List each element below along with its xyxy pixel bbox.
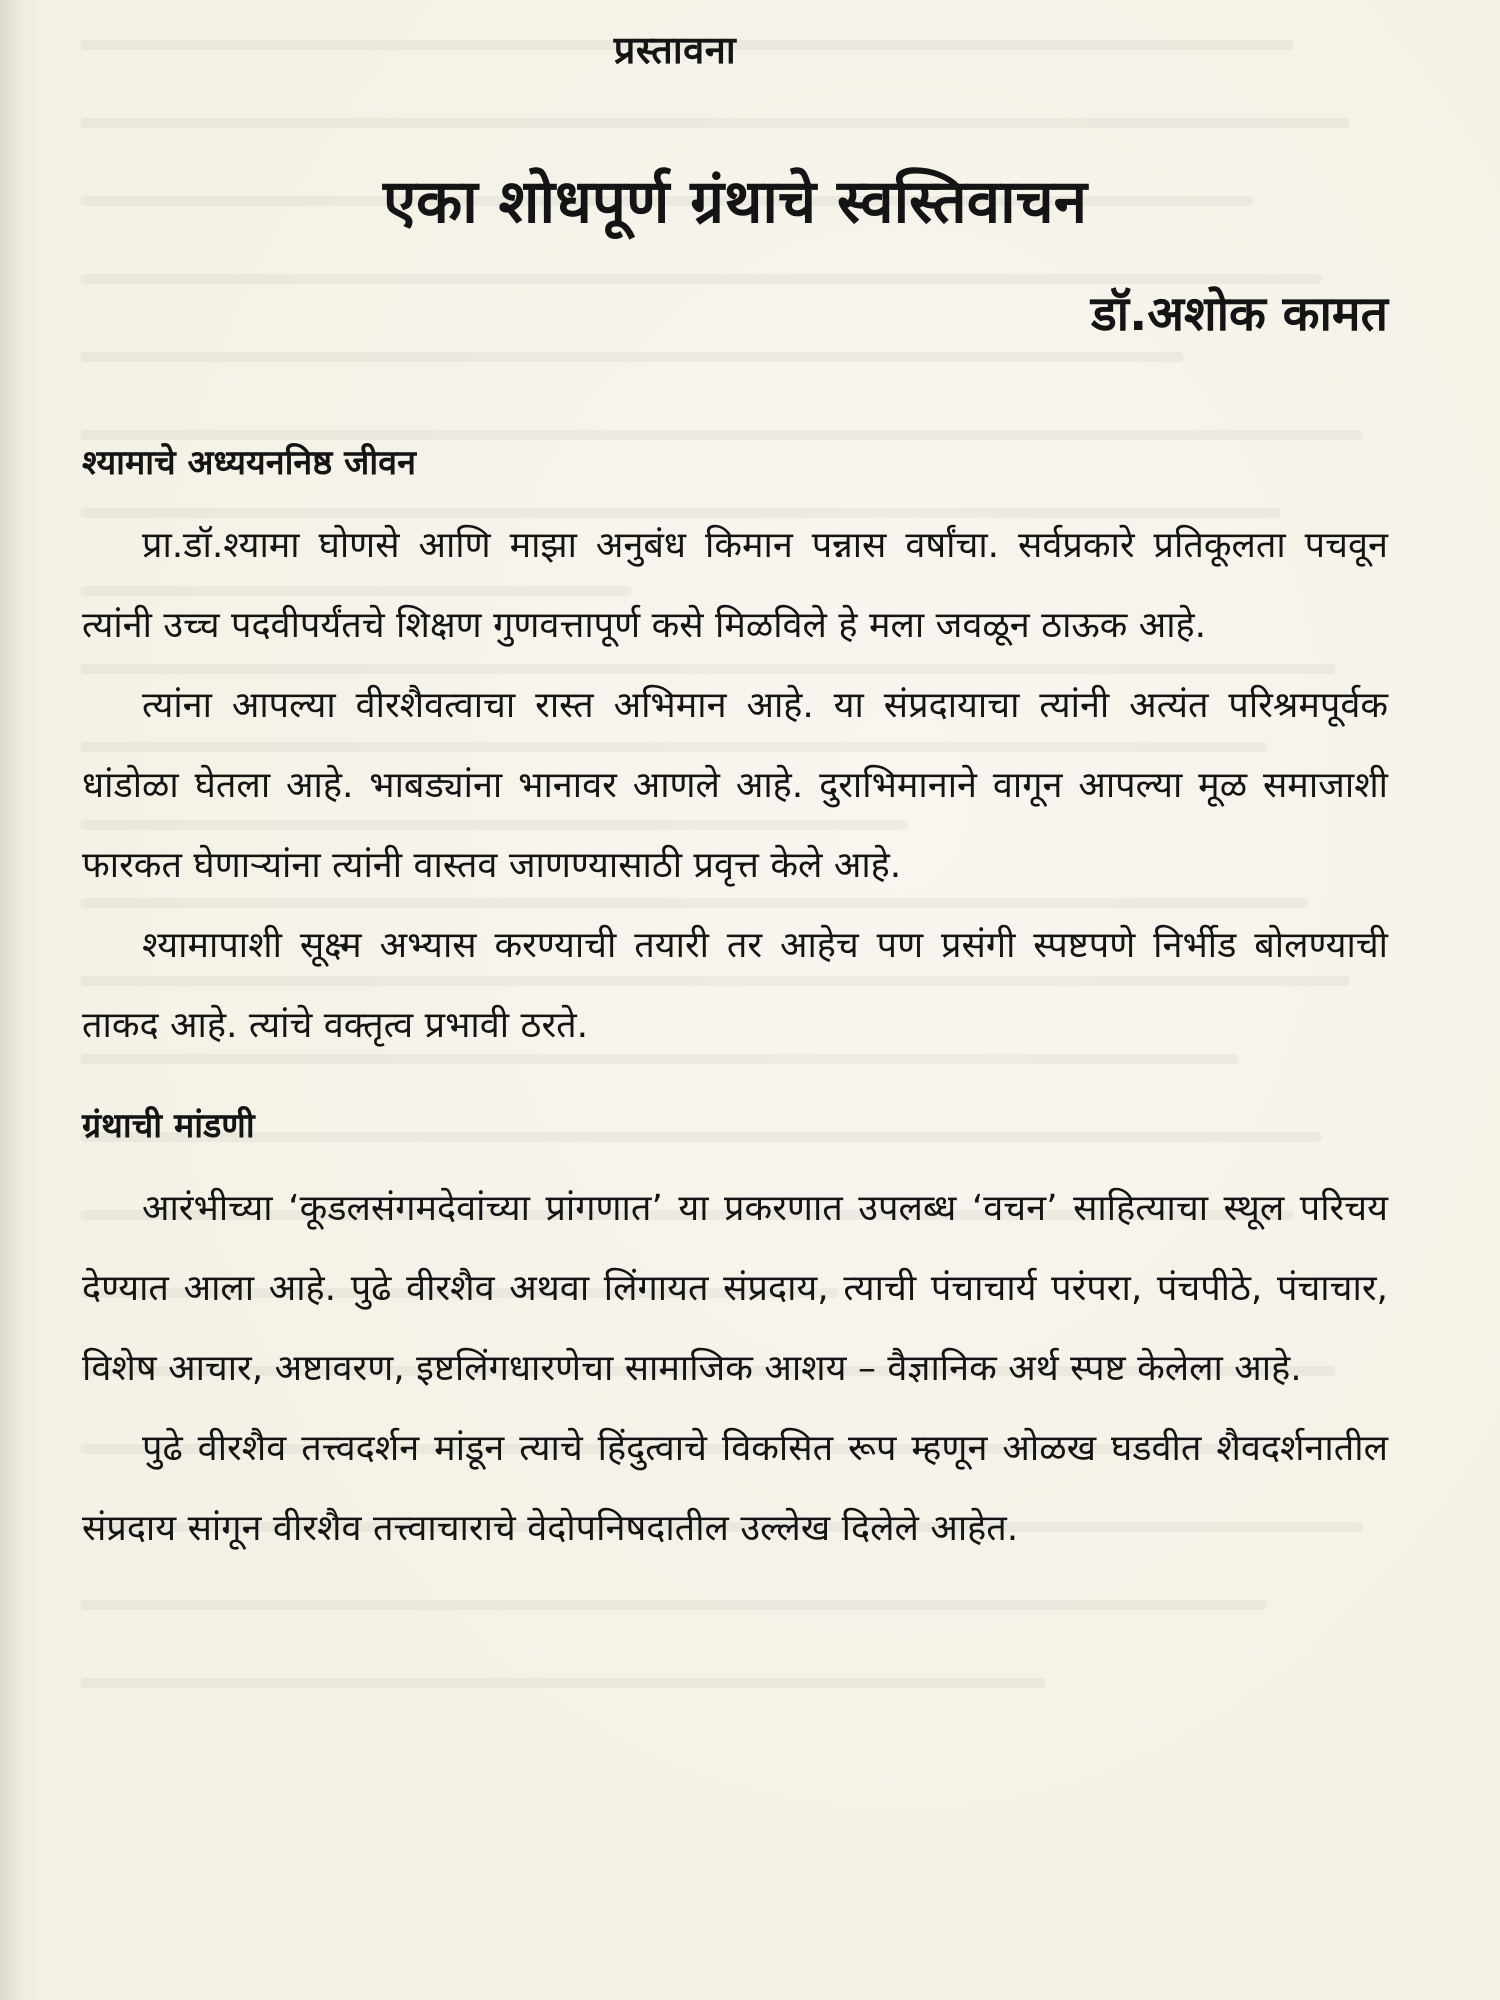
paragraph: आरंभीच्या ‘कूडलसंगमदेवांच्या प्रांगणात’ या प्रकरणात उपलब्ध ‘वचन’ साहित्याचा स्थूल परिचय देण्यात आला आहे. पुढे वीरशैव अथवा लिंगायत संप्रदाय, त्याची पंचाचार्य परंपरा, पंचपीठे, पंचाचार, विशेष आचार, अष्टावरण, इष्टलिंगधारणेचा सामाजिक आशय – वैज्ञानिक अर्थ स्पष्ट केलेला आहे. [82,1187,1388,1389]
paragraph: प्रा.डॉ.श्यामा घोणसे आणि माझा अनुबंध किमान पन्नास वर्षांचा. सर्वप्रकारे प्रतिकूलता पचवून त्यांनी उच्च पदवीपर्यंतचे शिक्षण गुणवत्तापूर्ण कसे मिळविले हे मला जवळून ठाऊक आहे. [82,524,1388,646]
page-gutter-shadow [0,0,28,2000]
paragraph: श्यामापाशी सूक्ष्म अभ्यास करण्याची तयारी तर आहेच पण प्रसंगी स्पष्टपणे निर्भीड बोलण्याची ताकद आहे. त्यांचे वक्तृत्व प्रभावी ठरते. [82,924,1388,1046]
author-name: डॉ.अशोक कामत [1090,285,1388,342]
section-gap [82,1066,1388,1106]
page-content [82,28,1388,1569]
page-title: एका शोधपूर्ण ग्रंथाचे स्वस्तिवाचन [382,166,1088,237]
section-heading-book-layout: ग्रंथाची मांडणी [82,1105,255,1146]
section-label: प्रस्तावना [613,28,737,72]
paragraph: त्यांना आपल्या वीरशैवत्वाचा रास्त अभिमान आहे. या संप्रदायाचा त्यांनी अत्यंत परिश्रमपूर्वक धांडोळा घेतला आहे. भाबड्यांना भानावर आणले आहे. दुराभिमानाने वागून आपल्या मूळ समाजाशी फारकत घेणाऱ्यांना त्यांनी वास्तव जाणण्यासाठी प्रवृत्त केले आहे. [82,684,1388,886]
section-heading-study-life: श्यामाचे अध्ययननिष्ठ जीवन [82,443,416,484]
paragraph: पुढे वीरशैव तत्त्वदर्शन मांडून त्याचे हिंदुत्वाचे विकसित रूप म्हणून ओळख घडवीत शैवदर्शनातील संप्रदाय सांगून वीरशैव तत्त्वाचाराचे वेदोपनिषदातील उल्लेख दिलेले आहेत. [82,1427,1388,1549]
